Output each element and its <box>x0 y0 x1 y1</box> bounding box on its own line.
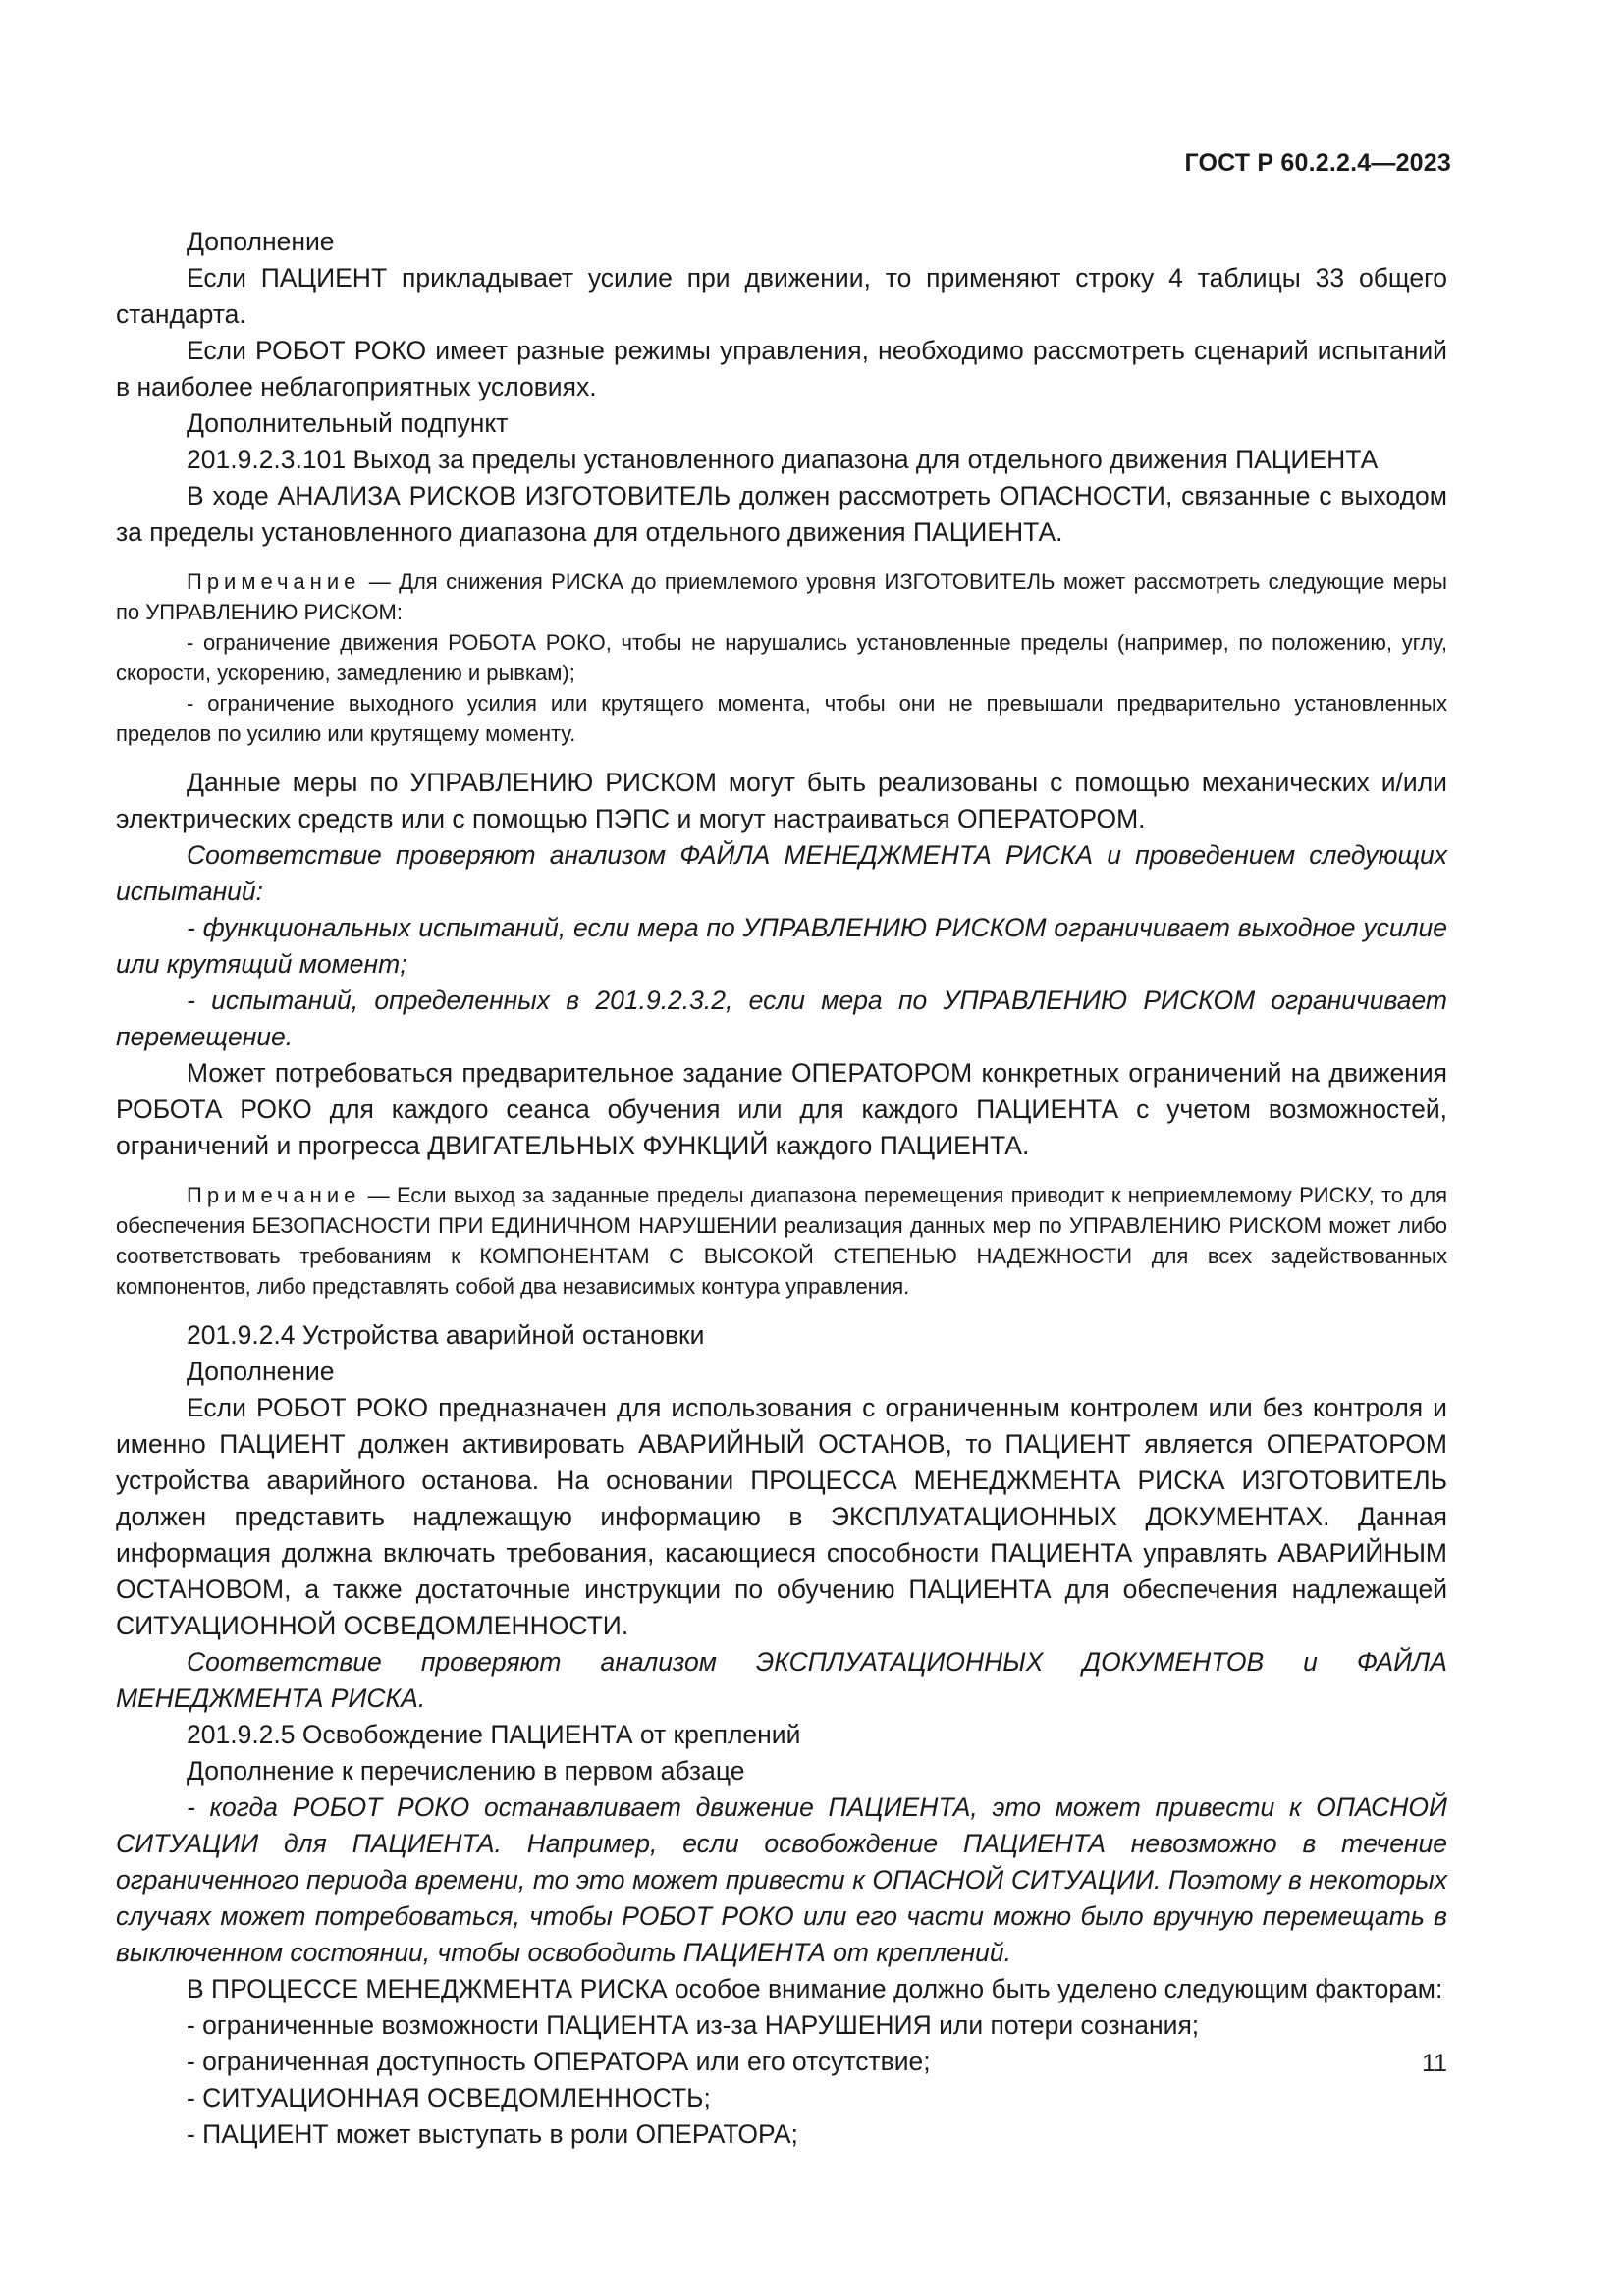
note-text: — Для снижения РИСКА до приемлемого уровня ИЗГОТОВИТЕЛЬ может рассмотреть следующие меры по УПРАВЛЕНИЮ РИСКОМ: <box>116 569 1447 624</box>
factor-item: - ограниченная доступность ОПЕРАТОРА или его отсутствие; <box>187 2047 931 2076</box>
section-heading: 201.9.2.4 Устройства аварийной остановки <box>187 1320 705 1350</box>
compliance-text: Соответствие проверяют анализом ФАЙЛА МЕНЕДЖМЕНТА РИСКА и проведением следующих испытаний: <box>116 840 1447 906</box>
factor-item: - ПАЦИЕНТ может выступать в роли ОПЕРАТОРА; <box>187 2119 798 2149</box>
paragraph: Дополнение <box>187 227 335 256</box>
paragraph: Дополнение к перечислению в первом абзаце <box>187 1756 745 1786</box>
paragraph: Дополнительный подпункт <box>187 408 509 438</box>
paragraph: Если РОБОТ РОКО имеет разные режимы управления, необходимо рассмотреть сценарий испытаний в наиболее неблагоприятных условиях. <box>116 336 1447 401</box>
section-heading: 201.9.2.5 Освобождение ПАЦИЕНТА от креплений <box>187 1720 801 1749</box>
page-body <box>116 224 1447 2153</box>
compliance-text: Соответствие проверяют анализом ЭКСПЛУАТАЦИОННЫХ ДОКУМЕНТОВ и ФАЙЛА МЕНЕДЖМЕНТА РИСКА. <box>116 1647 1447 1713</box>
paragraph: В ПРОЦЕССЕ МЕНЕДЖМЕНТА РИСКА особое внимание должно быть уделено следующим факторам: <box>187 1974 1443 2003</box>
paragraph: Дополнение <box>187 1357 335 1386</box>
compliance-item: - испытаний, определенных в 201.9.2.3.2, если мера по УПРАВЛЕНИЮ РИСКОМ ограничивает перемещение. <box>116 986 1447 1051</box>
standard-designation: ГОСТ Р 60.2.2.4—2023 <box>1184 149 1451 177</box>
italic-item: - когда РОБОТ РОКО останавливает движение ПАЦИЕНТА, это может привести к ОПАСНОЙ СИТУАЦИИ для ПАЦИЕНТА. Например, если освобождение ПАЦИЕНТА невозможно в течение ограниченного периода времени, то это может привести к ОПАСНОЙ СИТУАЦИИ. Поэтому в некоторых случаях может потребоваться, чтобы РОБОТ РОКО или его части можно было вручную перемещать в выключенном состоянии, чтобы освободить ПАЦИЕНТА от креплений. <box>116 1792 1447 1967</box>
note-label: Примечание <box>187 569 361 594</box>
factor-item: - СИТУАЦИОННАЯ ОСВЕДОМЛЕННОСТЬ; <box>187 2083 711 2112</box>
note-text: — Если выход за заданные пределы диапазона перемещения приводит к неприемлемому РИСКУ, то для обеспечения БЕЗОПАСНОСТИ ПРИ ЕДИНИЧНОМ НАРУШЕНИИ реализация данных мер по УПРАВЛЕНИЮ РИСКОМ может либо соответствовать требованиям к КОМПОНЕНТАМ С ВЫСОКОЙ СТЕПЕНЬЮ НАДЕЖНОСТИ для всех задействованных компонентов, либо представлять собой два независимых контура управления. <box>116 1183 1447 1299</box>
paragraph: Может потребоваться предварительное задание ОПЕРАТОРОМ конкретных ограничений на движения РОБОТА РОКО для каждого сеанса обучения или для каждого ПАЦИЕНТА с учетом возможностей, ограничений и прогресса ДВИГАТЕЛЬНЫХ ФУНКЦИЙ каждого ПАЦИЕНТА. <box>116 1058 1447 1160</box>
compliance-item: - функциональных испытаний, если мера по УПРАВЛЕНИЮ РИСКОМ ограничивает выходное усилие или крутящий момент; <box>116 913 1447 979</box>
section-heading: 201.9.2.3.101 Выход за пределы установленного диапазона для отдельного движения ПАЦИЕНТА <box>187 445 1379 474</box>
page-number: 11 <box>1422 2050 1447 2077</box>
note-1 <box>116 566 1447 749</box>
paragraph: Если ПАЦИЕНТ прикладывает усилие при движении, то применяют строку 4 таблицы 33 общего стандарта. <box>116 263 1447 329</box>
note-label: Примечание <box>187 1183 361 1207</box>
factor-item: - ограниченные возможности ПАЦИЕНТА из-за НАРУШЕНИЯ или потери сознания; <box>187 2010 1200 2040</box>
paragraph: Данные меры по УПРАВЛЕНИЮ РИСКОМ могут быть реализованы с помощью механических и/или электрических средств или с помощью ПЭПС и могут настраиваться ОПЕРАТОРОМ. <box>116 768 1447 833</box>
note-item: - ограничение движения РОБОТА РОКО, чтобы не нарушались установленные пределы (например, по положению, углу, скорости, ускорению, замедлению и рывкам); <box>116 630 1447 685</box>
paragraph: В ходе АНАЛИЗА РИСКОВ ИЗГОТОВИТЕЛЬ должен рассмотреть ОПАСНОСТИ, связанные с выходом за пределы установленного диапазона для отдельного движения ПАЦИЕНТА. <box>116 481 1447 547</box>
paragraph: Если РОБОТ РОКО предназначен для использования с ограниченным контролем или без контроля и именно ПАЦИЕНТ должен активировать АВАРИЙНЫЙ ОСТАНОВ, то ПАЦИЕНТ является ОПЕРАТОРОМ устройства аварийного останова. На основании ПРОЦЕССА МЕНЕДЖМЕНТА РИСКА ИЗГОТОВИТЕЛЬ должен представить надлежащую информацию в ЭКСПЛУАТАЦИОННЫХ ДОКУМЕНТАХ. Данная информация должна включать требования, касающиеся способности ПАЦИЕНТА управлять АВАРИЙНЫМ ОСТАНОВОМ, а также достаточные инструкции по обучению ПАЦИЕНТА для обеспечения надлежащей СИТУАЦИОННОЙ ОСВЕДОМЛЕННОСТИ. <box>116 1393 1447 1640</box>
note-item: - ограничение выходного усилия или крутящего момента, чтобы они не превышали предварительно установленных пределов по усилию или крутящему моменту. <box>116 691 1447 746</box>
note-2 <box>116 1180 1447 1302</box>
